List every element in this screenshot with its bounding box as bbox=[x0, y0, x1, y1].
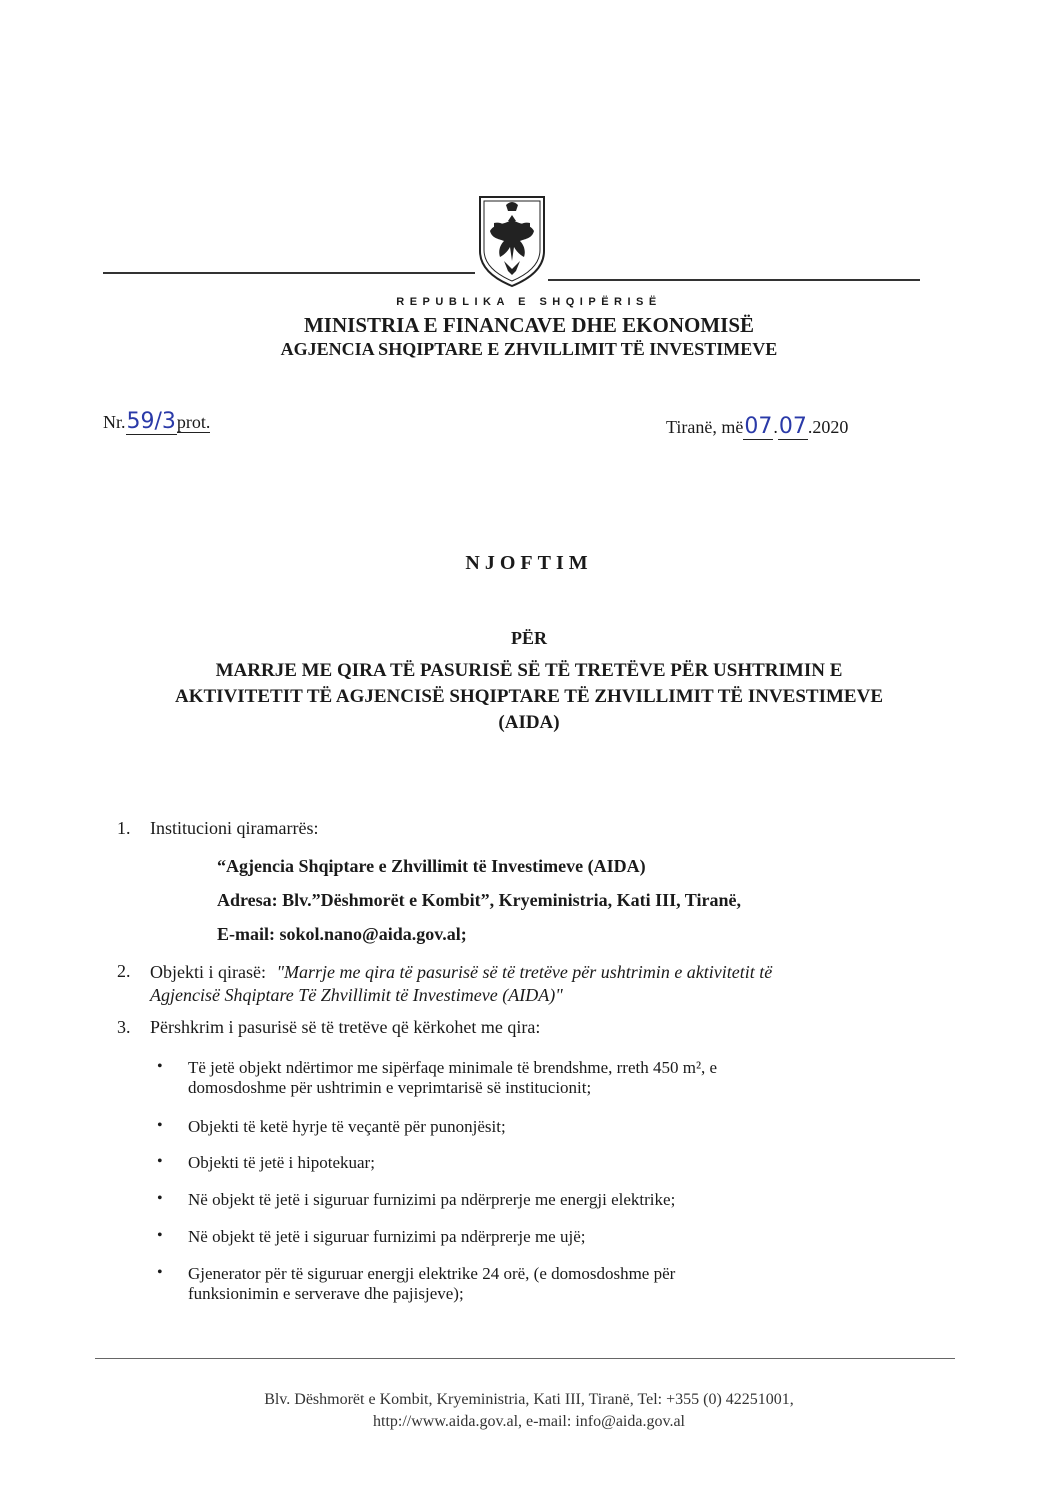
institution-address: Adresa: Blv.”Dëshmorët e Kombit”, Kryeministria, Kati III, Tiranë, bbox=[217, 890, 741, 910]
section-1-number: 1. bbox=[117, 818, 131, 838]
section-2-text-line-1: "Marrje me qira të pasurisë së të tretëve për ushtrimin e aktivitetit të bbox=[276, 962, 773, 982]
subject-line-3: (AIDA) bbox=[498, 712, 560, 733]
section-3-number: 3. bbox=[117, 1017, 131, 1037]
bullet-icon: • bbox=[157, 1190, 163, 1207]
ministry-title: MINISTRIA E FINANCAVE DHE EKONOMISË bbox=[303, 313, 755, 337]
bullet-icon: • bbox=[157, 1058, 163, 1075]
date-day: 07 bbox=[744, 414, 773, 439]
notice-subject bbox=[80, 658, 978, 736]
protocol-suffix: prot. bbox=[176, 412, 211, 432]
bullet-icon: • bbox=[157, 1153, 163, 1170]
requirement-4: Në objekt të jetë i siguruar furnizimi pa ndërprerje me energji elektrike; bbox=[188, 1190, 676, 1209]
requirement-2: Objekti të ketë hyrje të veçantë për punonjësit; bbox=[188, 1117, 506, 1136]
footer-address: Blv. Dëshmorët e Kombit, Kryeministria, Kati III, Tiranë, Tel: +355 (0) 42251001, bbox=[264, 1391, 794, 1408]
protocol-number-value: 59/3 bbox=[126, 409, 176, 434]
date-separator: . bbox=[773, 417, 778, 437]
header-rule-right bbox=[548, 279, 920, 281]
footer-web-email: http://www.aida.gov.al, e-mail: info@aida.gov.al bbox=[373, 1413, 685, 1430]
date-month: 07 bbox=[778, 414, 807, 439]
section-1-label: Institucioni qiramarrës: bbox=[150, 818, 319, 838]
section-2-content bbox=[150, 961, 772, 983]
agency-title: AGJENCIA SHQIPTARE E ZHVILLIMIT TË INVESTIMEVE bbox=[280, 339, 778, 359]
section-2-number: 2. bbox=[117, 961, 131, 981]
notice-title: NJOFTIM bbox=[465, 552, 593, 574]
requirement-1-line-2: domosdoshme për ushtrimin e veprimtarisë së institucionit; bbox=[188, 1078, 592, 1097]
bullet-icon: • bbox=[157, 1264, 163, 1281]
section-2-label: Objekti i qirasë: bbox=[150, 962, 266, 982]
date-year: .2020 bbox=[807, 417, 849, 437]
subject-line-2: AKTIVITETIT TË AGJENCISË SHQIPTARE TË ZHVILLIMIT TË INVESTIMEVE bbox=[175, 686, 883, 707]
notice-for-label: PËR bbox=[511, 628, 547, 648]
requirement-5: Në objekt të jetë i siguruar furnizimi pa ndërprerje me ujë; bbox=[188, 1227, 586, 1246]
requirement-6-line-1: Gjenerator për të siguruar energji elektrike 24 orë, (e domosdoshme për bbox=[188, 1264, 676, 1283]
section-3-label: Përshkrim i pasurisë së të tretëve që kërkohet me qira: bbox=[150, 1017, 541, 1037]
requirement-3: Objekti të jetë i hipotekuar; bbox=[188, 1153, 375, 1172]
subject-line-1: MARRJE ME QIRA TË PASURISË SË TË TRETËVE PËR USHTRIMIN E bbox=[215, 660, 843, 681]
institution-name: “Agjencia Shqiptare e Zhvillimit të Investimeve (AIDA) bbox=[217, 856, 646, 876]
requirement-1 bbox=[188, 1058, 878, 1098]
protocol-number bbox=[103, 409, 210, 435]
requirement-6-line-2: funksionimin e serverave dhe pajisjeve); bbox=[188, 1284, 464, 1303]
footer-rule bbox=[95, 1358, 955, 1359]
document-date bbox=[666, 414, 848, 440]
institution-email: E-mail: sokol.nano@aida.gov.al; bbox=[217, 924, 467, 944]
bullet-icon: • bbox=[157, 1117, 163, 1134]
republic-title: REPUBLIKA E SHQIPËRISË bbox=[396, 296, 662, 308]
coat-of-arms-icon bbox=[476, 193, 548, 289]
date-prefix: Tiranë, më bbox=[666, 417, 744, 437]
protocol-prefix: Nr. bbox=[103, 412, 126, 432]
requirement-6 bbox=[188, 1264, 878, 1304]
section-2-text-line-2: Agjencisë Shqiptare Të Zhvillimit të Investimeve (AIDA)" bbox=[150, 985, 563, 1005]
bullet-icon: • bbox=[157, 1227, 163, 1244]
footer-contact bbox=[0, 1389, 1058, 1433]
requirement-1-line-1: Të jetë objekt ndërtimor me sipërfaqe minimale të brendshme, rreth 450 m², e bbox=[188, 1058, 718, 1077]
header-rule-left bbox=[103, 272, 475, 274]
